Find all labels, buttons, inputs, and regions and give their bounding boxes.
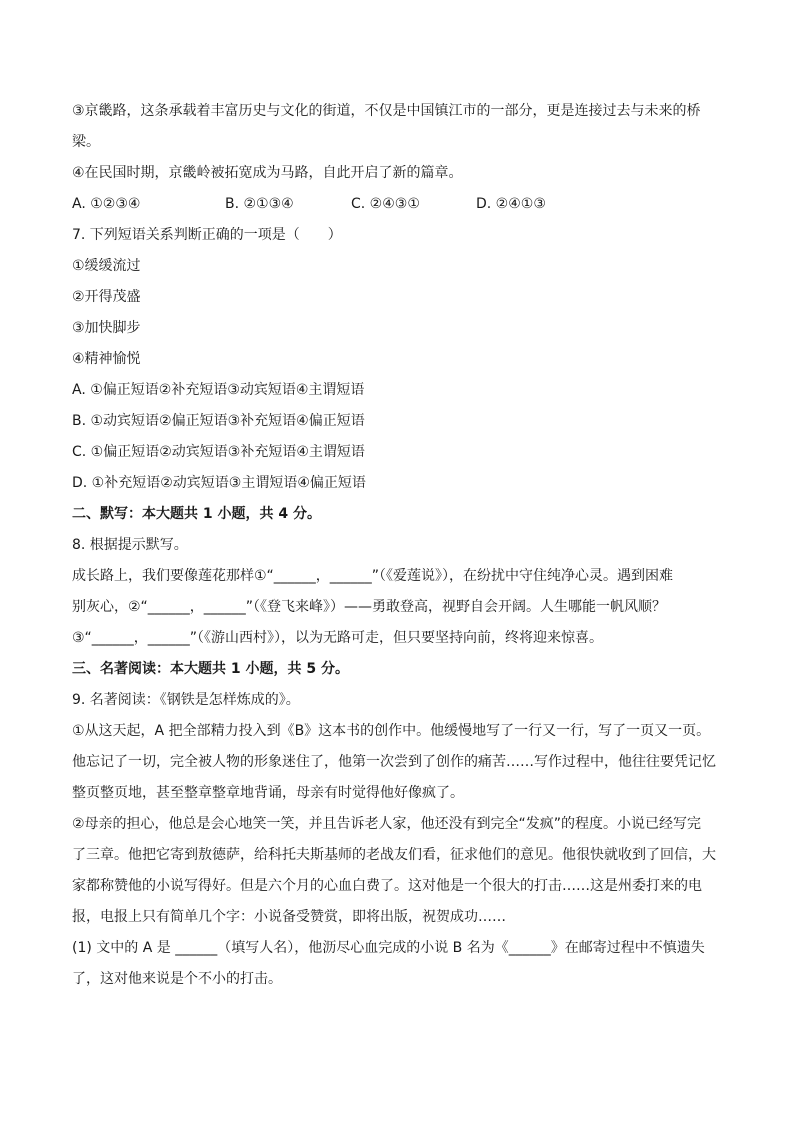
q7-item-1: ①缓缓流过 (72, 258, 141, 274)
q6-item-4: ④在民国时期，京畿岭被拓宽成为马路，自此开启了新的篇章。 (72, 165, 463, 181)
q7-item-2: ②开得茂盛 (72, 289, 141, 305)
q6-option-c: C. ②④③① (351, 196, 420, 212)
q7-option-b: B. ①动宾短语②偏正短语③补充短语④偏正短语 (72, 413, 365, 429)
q8-line-1: 成长路上，我们要像莲花那样①“______，______”（《爱莲说》），在纷扰中守住纯净心灵。遇到困难 (72, 568, 674, 584)
q8-line-3: ③“______，______”（《游山西村》），以为无路可走，但只要坚持向前，终将迎来惊喜。 (72, 630, 604, 646)
q7-stem: 7. 下列短语关系判断正确的一项是（ ） (72, 227, 342, 243)
q7-option-a: A. ①偏正短语②补充短语③动宾短语④主谓短语 (72, 382, 365, 398)
q9-sub-1-line-2: 了，这对他来说是个不小的打击。 (72, 971, 282, 987)
section-3-heading: 三、名著阅读：本大题共 1 小题，共 5 分。 (72, 661, 349, 677)
q7-option-c: C. ①偏正短语②动宾短语③补充短语④主谓短语 (72, 444, 365, 460)
q9-passage-2-line-3: 家都称赞他的小说写得好。但是六个月的心血白费了。这对他是一个很大的打击……这是州委打来的电 (72, 878, 702, 894)
q6-option-b: B. ②①③④ (225, 196, 294, 212)
q9-passage-2-line-2: 了三章。他把它寄到敖德萨，给科托夫斯基师的老战友们看，征求他们的意见。他很快就收到了回信，大 (72, 847, 716, 863)
q8-line-2: 别灰心，②“______，______”（《登飞来峰》）——勇敢登高，视野自会开阔。人生哪能一帆风顺？ (72, 599, 667, 615)
q7-item-4: ④精神愉悦 (72, 351, 141, 367)
document-page (72, 96, 722, 995)
q9-stem: 9. 名著阅读：《钢铁是怎样炼成的》。 (72, 692, 300, 708)
q6-option-d: D. ②④①③ (476, 196, 546, 212)
section-2-heading: 二、默写：本大题共 1 小题，共 4 分。 (72, 506, 321, 522)
q7-item-3: ③加快脚步 (72, 320, 141, 336)
q8-stem: 8. 根据提示默写。 (72, 537, 188, 553)
q6-option-a: A. ①②③④ (72, 196, 141, 212)
q9-passage-2-line-1: ②母亲的担心，他总是会心地笑一笑，并且告诉老人家，他还没有到完全“发疯”的程度。小说已经写完 (72, 816, 702, 832)
q9-passage-1-line-1: ①从这天起，A 把全部精力投入到《B》这本书的创作中。他缓慢地写了一行又一行，写了一页又一页。 (72, 723, 711, 739)
q9-passage-1-line-3: 整页整页地，甚至整章整章地背诵，母亲有时觉得他好像疯了。 (72, 785, 464, 801)
q6-options (72, 189, 722, 220)
q7-option-d: D. ①补充短语②动宾短语③主谓短语④偏正短语 (72, 475, 366, 491)
q6-item-3-line-1: ③京畿路，这条承载着丰富历史与文化的街道，不仅是中国镇江市的一部分，更是连接过去与未来的桥 (72, 103, 701, 119)
q9-passage-1-line-2: 他忘记了一切，完全被人物的形象迷住了，他第一次尝到了创作的痛苦……写作过程中，他往往要凭记忆 (72, 754, 716, 770)
q9-sub-1-line-1: (1) 文中的 A 是 ______（填写人名），他沥尽心血完成的小说 B 名为《______》在邮寄过程中不慎遗失 (72, 940, 705, 956)
q9-passage-2-line-4: 报，电报上只有简单几个字：小说备受赞赏，即将出版，祝贺成功…… (72, 909, 506, 925)
q6-item-3-line-2: 梁。 (72, 134, 100, 150)
